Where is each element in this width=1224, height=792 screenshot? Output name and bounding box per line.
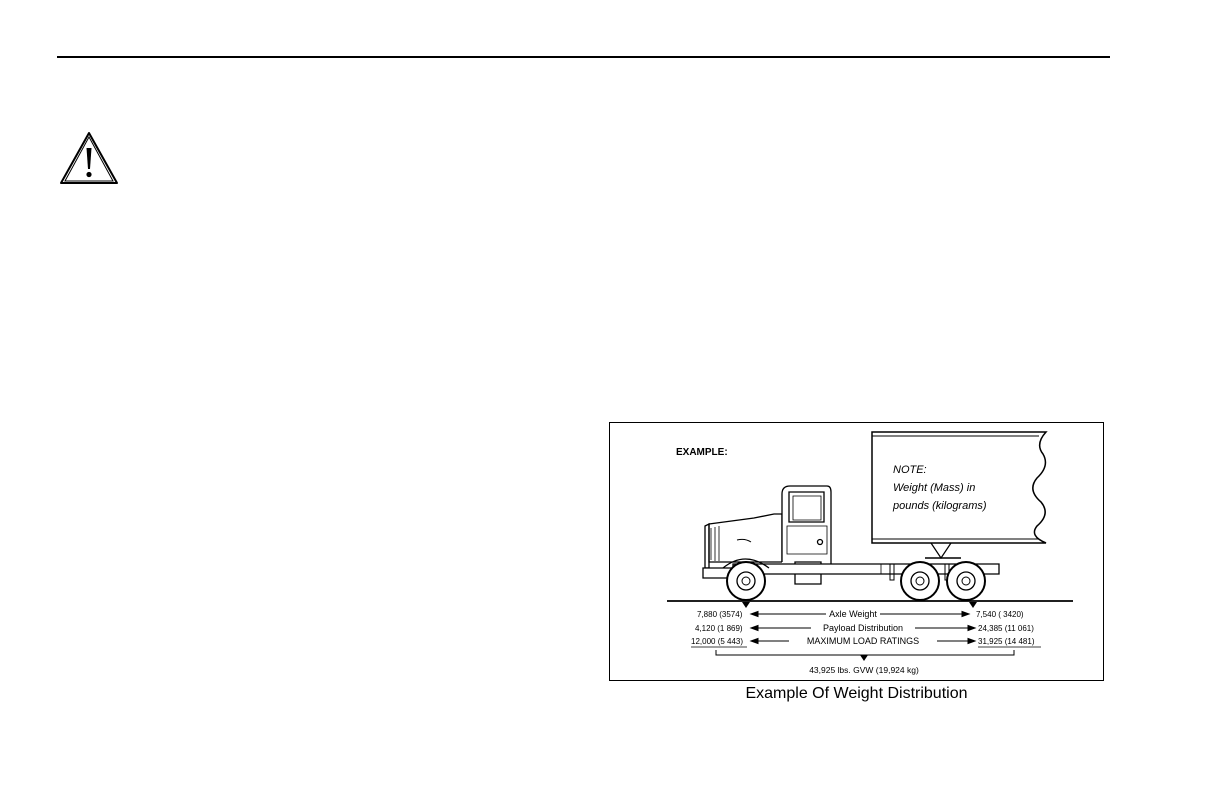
note-line-1: Weight (Mass) in	[893, 482, 976, 494]
row-payload-label: Payload Distribution	[822, 623, 904, 633]
rear-wheel-2	[947, 562, 985, 600]
cargo-box	[872, 432, 1046, 543]
warning-triangle-icon	[58, 130, 120, 188]
row-max-label: MAXIMUM LOAD RATINGS	[806, 636, 920, 646]
rear-wheel-1	[901, 562, 939, 600]
row-max-right: 31,925 (14 481)	[978, 637, 1035, 646]
example-label: EXAMPLE:	[676, 447, 728, 458]
note-line-2: pounds (kilograms)	[893, 500, 987, 512]
figure-caption: Example Of Weight Distribution	[745, 685, 968, 702]
row-max-left: 12,000 (5 443)	[691, 637, 744, 646]
header-rule	[57, 56, 1110, 58]
row-axle-left: 7,880 (3574)	[697, 610, 743, 619]
weight-distribution-figure	[609, 422, 1104, 681]
row-axle-right: 7,540 ( 3420)	[976, 610, 1024, 619]
row-payload-right: 24,385 (11 061)	[978, 624, 1034, 633]
front-wheel	[727, 562, 765, 600]
row-axle-label: Axle Weight	[829, 609, 877, 619]
gvw-total: 43,925 lbs. GVW (19,924 kg)	[809, 665, 919, 675]
note-title: NOTE:	[893, 464, 927, 476]
row-payload-left: 4,120 (1 869)	[695, 624, 743, 633]
